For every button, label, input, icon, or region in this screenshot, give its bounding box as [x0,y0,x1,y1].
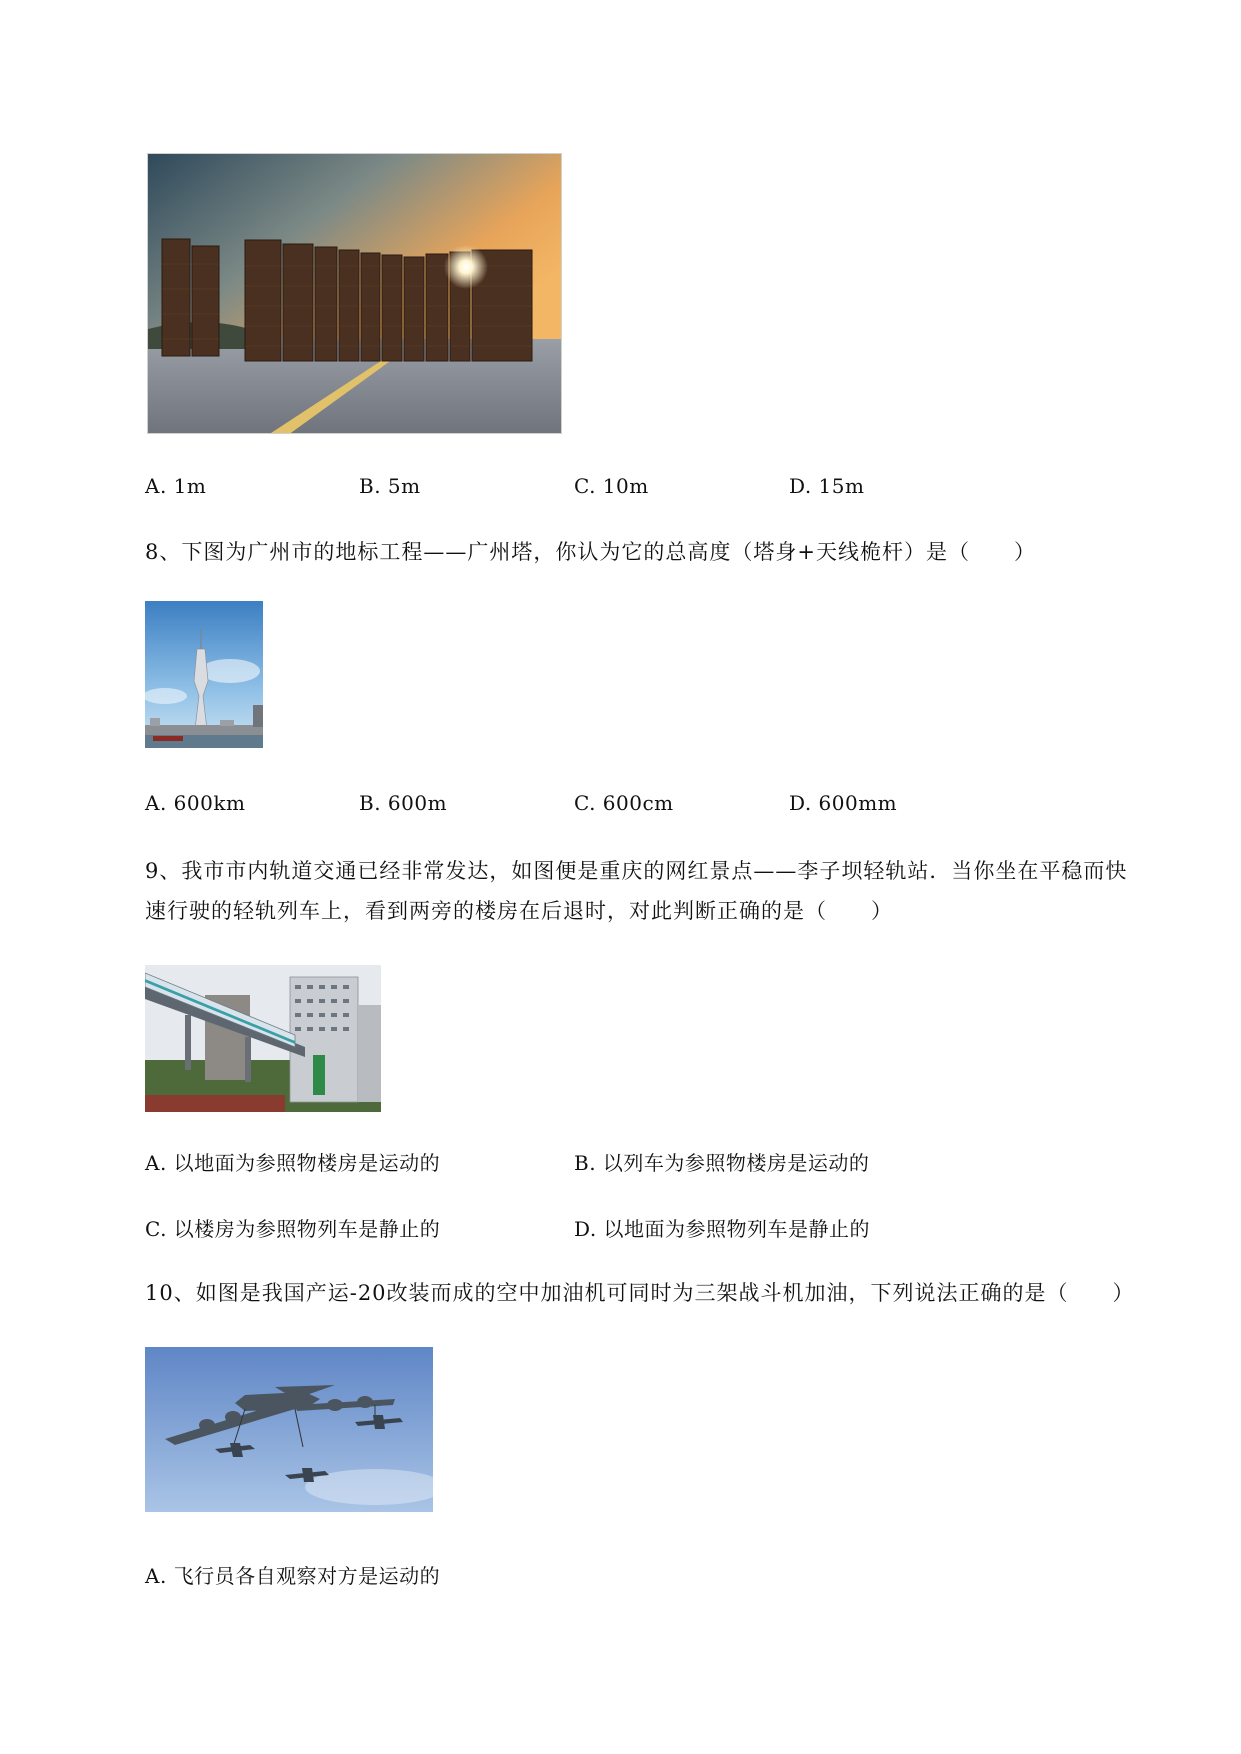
q7-brick-wall-image [147,153,562,434]
q9-option-c[interactable]: C. 以楼房为参照物列车是静止的 [145,1217,441,1241]
q8-option-b[interactable]: B. 600m [359,791,448,815]
q10-question-text: 10、如图是我国产运-20改装而成的空中加油机可同时为三架战斗机加油，下列说法正确的是（ ） [145,1281,1135,1305]
q7-option-b[interactable]: B. 5m [359,474,421,498]
q9-option-a[interactable]: A. 以地面为参照物楼房是运动的 [145,1151,441,1175]
q9-option-b[interactable]: B. 以列车为参照物楼房是运动的 [574,1151,870,1175]
q9-option-d[interactable]: D. 以地面为参照物列车是静止的 [574,1217,871,1241]
q7-option-d[interactable]: D. 15m [789,474,865,498]
q10-option-a[interactable]: A. 飞行员各自观察对方是运动的 [145,1564,441,1588]
q8-canton-tower-image [145,601,263,748]
q7-option-a[interactable]: A. 1m [145,474,207,498]
q8-option-d[interactable]: D. 600mm [789,791,898,815]
q9-question-line-2: 速行驶的轻轨列车上，看到两旁的楼房在后退时，对此判断正确的是（ ） [145,899,893,923]
q8-option-c[interactable]: C. 600cm [574,791,674,815]
q8-question-text: 8、下图为广州市的地标工程——广州塔，你认为它的总高度（塔身+天线桅杆）是（ ） [145,540,1036,564]
q9-light-rail-station-image [145,965,381,1112]
q10-aerial-refueling-image [145,1347,433,1512]
q7-option-c[interactable]: C. 10m [574,474,649,498]
q9-question-line-1: 9、我市市内轨道交通已经非常发达，如图便是重庆的网红景点——李子坝轻轨站．当你坐在平稳而快 [145,859,1128,883]
q8-option-a[interactable]: A. 600km [145,791,246,815]
